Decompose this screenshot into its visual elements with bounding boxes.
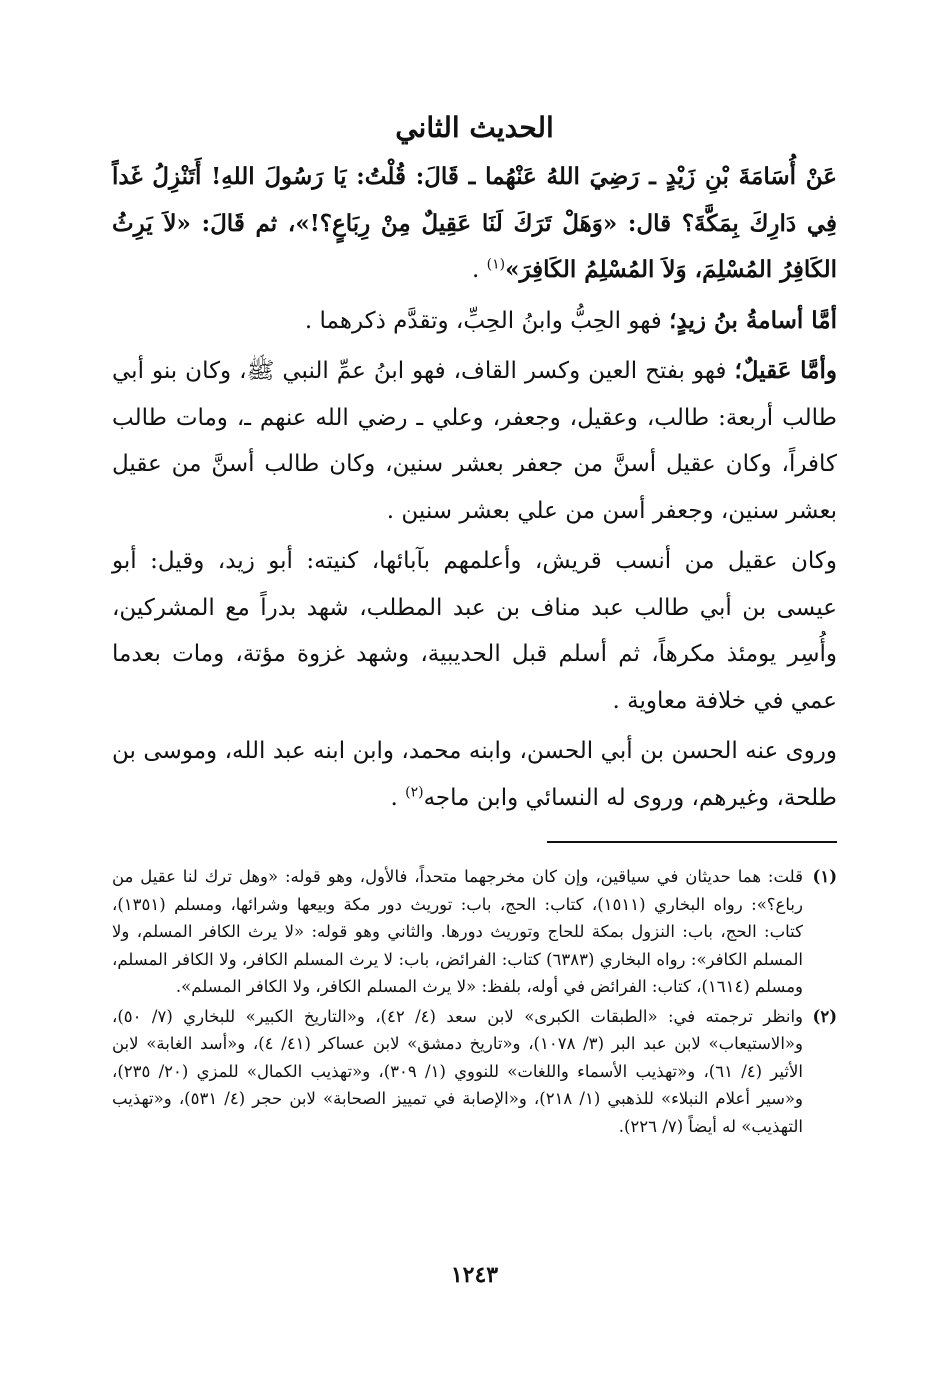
paragraph-usama bbox=[112, 298, 837, 345]
page-title: الحديث الثاني bbox=[395, 111, 554, 144]
main-text bbox=[112, 154, 837, 821]
hadith-text: عَنْ أُسَامَةَ بْنِ زَيْدٍ ـ رَضِيَ اللهُ عَنْهُما ـ قَالَ: قُلْتُ: يَا رَسُولَ اللهِ! أَتَنْزِلُ غَداً فِي دَارِكَ بِمَكَّةَ؟ قال: «وَهَلْ تَرَكَ لَنَا عَقِيلٌ مِنْ رِبَاعٍ؟!»، ثم قَالَ: «لاَ يَرِثُ الكَافِرُ المُسْلِمَ، وَلاَ المُسْلِمُ الكَافِرَ» bbox=[112, 163, 837, 283]
footnotes bbox=[112, 863, 837, 1140]
hadith-end: . bbox=[472, 257, 487, 283]
paragraph-aqil-lineage bbox=[112, 538, 837, 724]
footnote-ref-1: (١) bbox=[486, 256, 506, 273]
footnote-1 bbox=[112, 863, 837, 1001]
page-number: ١٢٤٣ bbox=[450, 1262, 499, 1288]
footnote-text: قلت: هما حديثان في سياقين، وإن كان مخرجهما متحداً، فالأول، وهو قوله: «وهل ترك لنا عقيل من رباع؟»: رواه البخاري (١٥١١)، كتاب: الحج، باب: توريث دور مكة وبيعها وشرائها، ومسلم (١٣٥١)، كتاب: الحج، باب: النزول بمكة للحاج وتوريث دورها. والثاني وهو قوله: «لا يرث الكافر المسلم، ولا المسلم الكافر»: رواه البخاري (٦٣٨٣) كتاب: الفرائض، باب: لا يرث المسلم الكافر، ولا الكافر المسلم، ومسلم (١٦١٤)، كتاب: الفرائض في أوله، بلفظ: «لا يرث المسلم الكافر، ولا الكافر المسلم». bbox=[112, 867, 803, 996]
paragraph-lead: أمَّا أسامةُ بنُ زيدٍ؛ bbox=[669, 306, 837, 334]
footnote-number: (٢) bbox=[812, 1006, 837, 1026]
paragraph-end: . bbox=[390, 784, 406, 811]
footnote-2 bbox=[112, 1003, 837, 1141]
paragraph-text: فهو الحِبُّ وابنُ الحِبِّ، وتقدَّم ذكرهما . bbox=[304, 307, 670, 334]
footnote-divider bbox=[547, 841, 837, 843]
paragraph-text: فهو بفتح العين وكسر القاف، فهو ابنُ عمِّ النبي ﷺ، وكان بنو أبي طالب أربعة: طالب، وعقيل، وجعفر، وعلي ـ رضي الله عنهم ـ، ومات طالب كافراً، وكان عقيل أسنَّ من جعفر بعشر سنين، وكان طالب أسنَّ من عقيل بعشر سنين، وجعفر أسن من علي بعشر سنين . bbox=[112, 358, 837, 524]
paragraph-lead: وأمَّا عَقيلٌ؛ bbox=[734, 357, 837, 384]
paragraph-aqil bbox=[112, 348, 837, 534]
paragraph-text: وكان عقيل من أنسب قريش، وأعلمهم بآبائها، كنيته: أبو زيد، وقيل: أبو عيسى بن أبي طالب عبد مناف بن عبد المطلب، شهد بدراً مع المشركين، وأُسِر يومئذ مكرهاً، ثم أسلم قبل الحديبية، وشهد غزوة مؤتة، ومات بعدما عمي في خلافة معاوية . bbox=[112, 548, 837, 714]
hadith-paragraph bbox=[112, 154, 837, 294]
footnote-number: (١) bbox=[812, 867, 837, 886]
paragraph-narrators bbox=[112, 728, 837, 821]
footnote-ref-2: (٢) bbox=[405, 783, 424, 800]
footnote-text: وانظر ترجمته في: «الطبقات الكبرى» لابن سعد (٤/ ٤٢)، و«التاريخ الكبير» للبخاري (٧/ ٥٠)، و«الاستيعاب» لابن عبد البر (٣/ ١٠٧٨)، و«تاريخ دمشق» لابن عساكر (٤١/ ٤)، و«أسد الغابة» لابن الأثير (٤/ ٦١)، و«تهذيب الأسماء واللغات» للنووي (١/ ٣٠٩)، و«تهذيب الكمال» للمزي (٢٠/ ٢٣٥)، و«سير أعلام النبلاء» للذهبي (١/ ٢١٨)، و«الإصابة في تمييز الصحابة» لابن حجر (٤/ ٥٣١)، و«تهذيب التهذيب» له أيضاً (٧/ ٢٢٦). bbox=[112, 1006, 803, 1136]
paragraph-text: وروى عنه الحسن بن أبي الحسن، وابنه محمد، وابن ابنه عبد الله، وموسى بن طلحة، وغيرهم، وروى له النسائي وابن ماجه bbox=[112, 738, 837, 811]
